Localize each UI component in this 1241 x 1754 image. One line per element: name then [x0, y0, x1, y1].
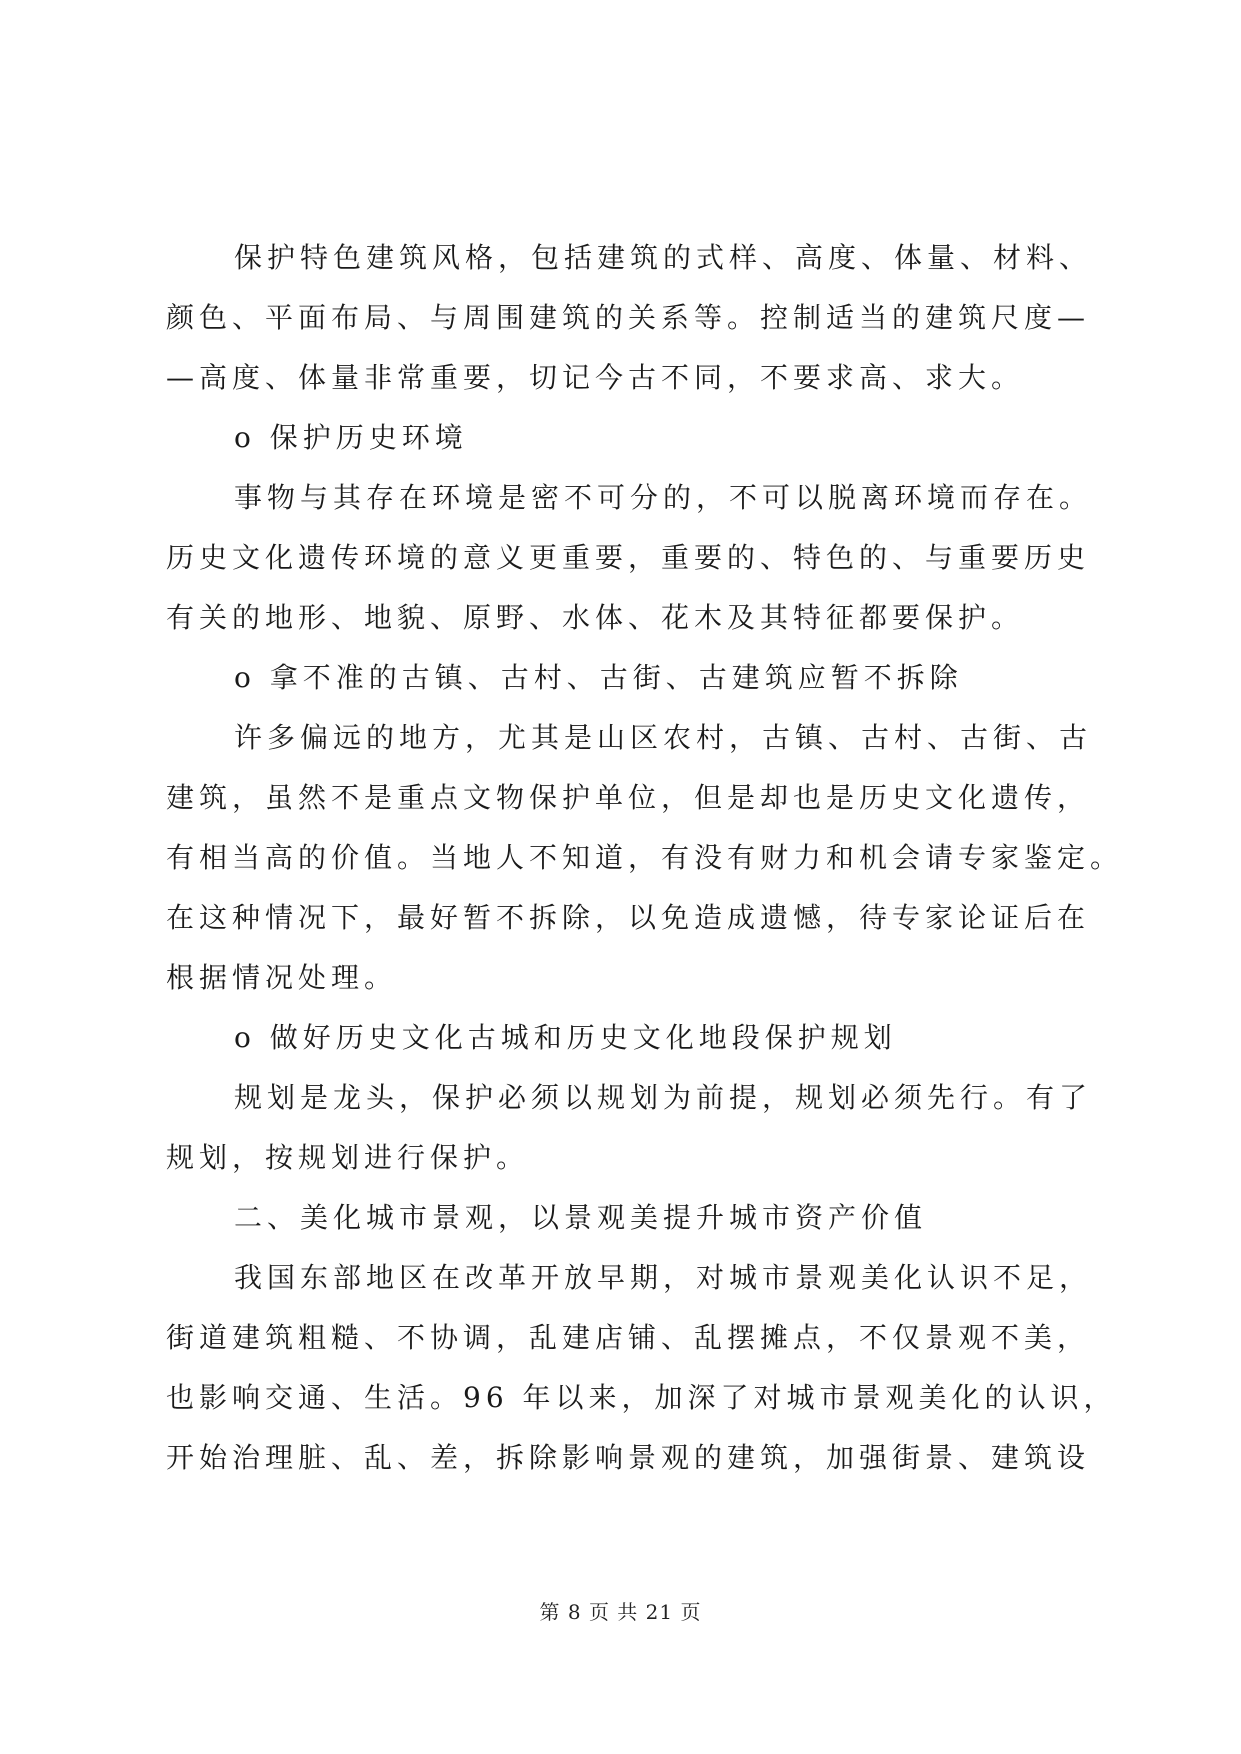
bullet-heading-protection-planning: o 做好历史文化古城和历史文化地段保护规划 — [234, 1021, 897, 1054]
page-number-footer: 第 8 页 共 21 页 — [539, 1600, 702, 1624]
paragraph-line: 街道建筑粗糙、不协调，乱建店铺、乱摆摊点，不仅景观不美， — [166, 1321, 1091, 1354]
paragraph-line: 也影响交通、生活。96 年以来，加深了对城市景观美化的认识， — [166, 1381, 1117, 1414]
paragraph-line: 历史文化遗传环境的意义更重要，重要的、特色的、与重要历史 — [166, 541, 1091, 574]
paragraph-line: 有关的地形、地貌、原野、水体、花木及其特征都要保护。 — [166, 601, 1025, 634]
body-text — [166, 228, 1124, 1488]
paragraph-line: 保护特色建筑风格，包括建筑的式样、高度、体量、材料、 — [234, 241, 1093, 274]
paragraph-line: 颜色、平面布局、与周围建筑的关系等。控制适当的建筑尺度— — [166, 301, 1091, 334]
paragraph-line: —高度、体量非常重要，切记今古不同，不要求高、求大。 — [166, 361, 1025, 394]
bullet-heading-do-not-demolish: o 拿不准的古镇、古村、古街、古建筑应暂不拆除 — [234, 661, 963, 694]
paragraph-line: 我国东部地区在改革开放早期，对城市景观美化认识不足， — [234, 1261, 1093, 1294]
paragraph-line: 在这种情况下，最好暂不拆除，以免造成遗憾，待专家论证后在 — [166, 901, 1091, 934]
paragraph-line: 事物与其存在环境是密不可分的，不可以脱离环境而存在。 — [234, 481, 1093, 514]
paragraph-line: 根据情况处理。 — [166, 961, 398, 994]
section-heading-city-landscape: 二、美化城市景观，以景观美提升城市资产价值 — [234, 1201, 928, 1234]
paragraph-line: 开始治理脏、乱、差，拆除影响景观的建筑，加强街景、建筑设 — [166, 1441, 1091, 1474]
paragraph-line: 有相当高的价值。当地人不知道，有没有财力和机会请专家鉴定。 — [166, 841, 1124, 874]
bullet-heading-protect-environment: o 保护历史环境 — [234, 421, 468, 454]
paragraph-line: 规划是龙头，保护必须以规划为前提，规划必须先行。有了 — [234, 1081, 1093, 1114]
paragraph-line: 建筑，虽然不是重点文物保护单位，但是却也是历史文化遗传， — [166, 781, 1091, 814]
paragraph-line: 规划，按规划进行保护。 — [166, 1141, 530, 1174]
paragraph-line: 许多偏远的地方，尤其是山区农村，古镇、古村、古街、古 — [234, 721, 1093, 754]
